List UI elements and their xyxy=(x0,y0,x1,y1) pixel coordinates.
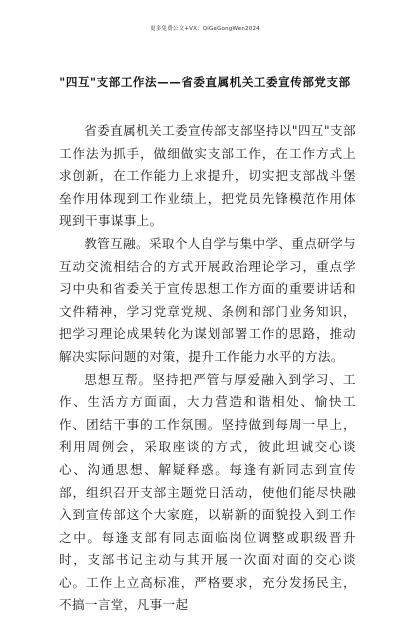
paragraph-intro: 省委直属机关工委宣传部支部坚持以"四互"支部工作法为抓手，做细做实支部工作，在工作方式上求创新，在工作能力上求提升，切实把支部战斗堡垒作用体现到工作业绩上，把党员先锋模范作用体现到干事谋事上。 xyxy=(59,123,356,229)
paragraph-thought: 思想互帮。坚持把严管与厚爱融入到学习、工作、生活方方面面，大力营造和谐相处、愉快工作、团结干事的工作氛围。坚持做到每周一早上，利用周例会，采取座谈的方式，彼此坦诚交心谈心、沟通思想、解疑释惑。每逢有新同志到宣传部，组织召开支部主题党日活动，使他们能尽快融入到宣传部这个大家庭，以崭新的面貌投入到工作之中。每逢支部有同志面临岗位调整或职级晋升时，支部书记主动与其开展一次面对面的交心谈心。工作上立高标准，严格要求，充分发扬民主，不搞一言堂，凡事一起 xyxy=(59,371,356,613)
document-body xyxy=(59,120,356,617)
header-note: 更多免费公文+VX：QiGeGongWen2024 xyxy=(150,26,260,32)
document-title: "四互"支部工作法——省委直属机关工委宣传部党支部 xyxy=(59,75,351,89)
paragraph-study: 教管互融。采取个人自学与集中学、重点研学与互动交流相结合的方式开展政治理论学习，重点学习中央和省委关于宣传思想工作方面的重要讲话和文件精神，学习党章党规、条例和部门业务知识，把学习理论成果转化为谋划部署工作的思路，推动解决实际问题的对策，提升工作能力水平的方法。 xyxy=(59,235,357,364)
